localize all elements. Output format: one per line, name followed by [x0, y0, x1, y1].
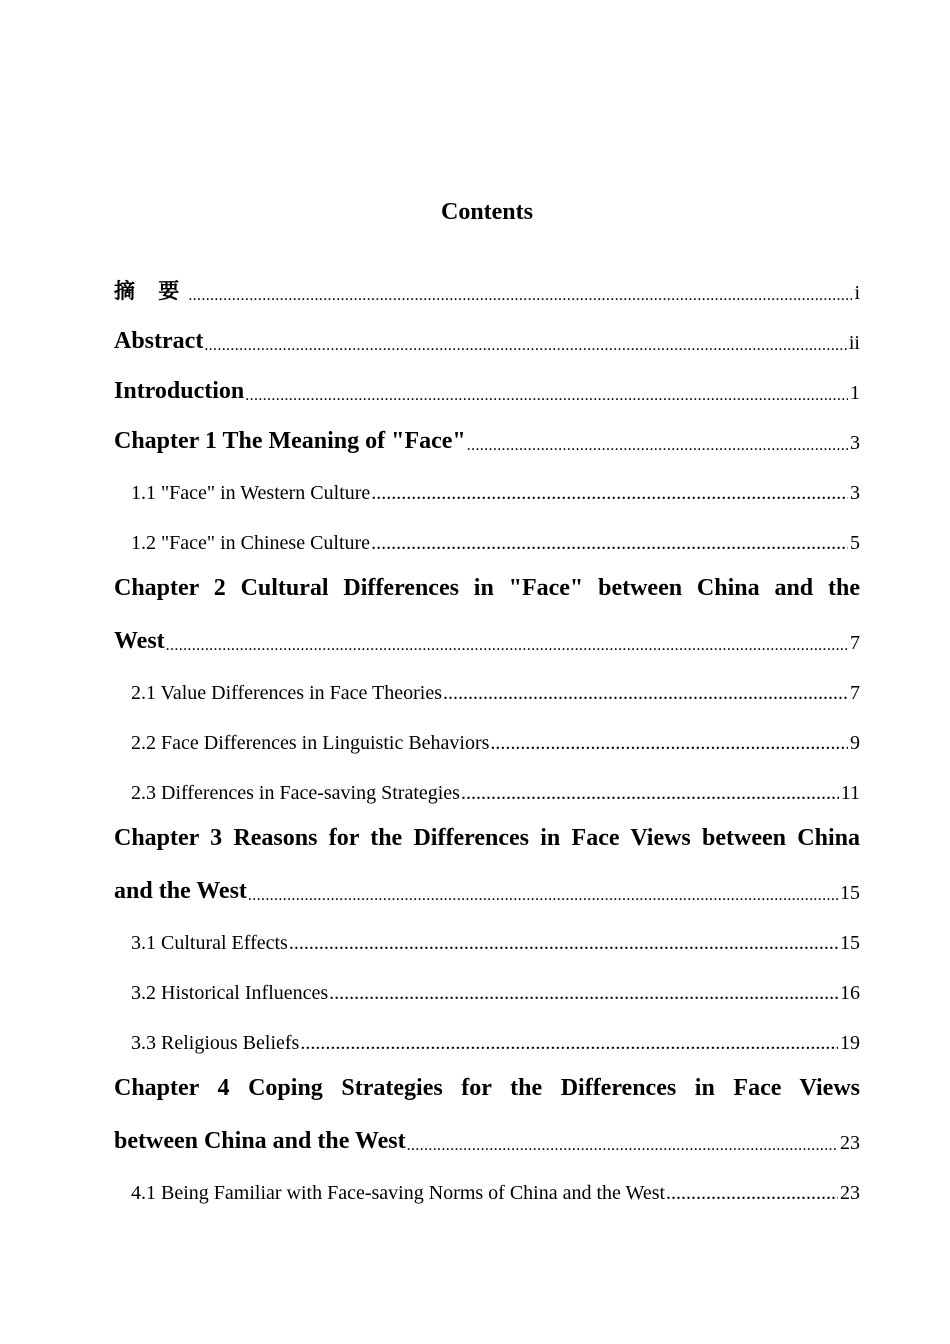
toc-entry-title: 3.3 Religious Beliefs [131, 1032, 300, 1054]
toc-entry-title: and the West [114, 878, 247, 904]
page-title: Contents [440, 199, 533, 225]
toc-leader-dots [407, 1137, 838, 1155]
toc-entry-title: 1.1 "Face" in Western Culture [131, 482, 371, 504]
toc-entry-chapter-2-line1[interactable] [114, 562, 860, 612]
toc-entry-chapter-3-line2[interactable] [114, 862, 860, 912]
toc-entry-chapter-1[interactable] [114, 412, 860, 462]
toc-entry-section-2-2[interactable] [114, 712, 860, 762]
toc-entry-title: Chapter 3 Reasons for the Differences in Face Views between China [114, 825, 860, 851]
toc-leader-dots [467, 437, 848, 455]
toc-entry-title: Chapter 1 The Meaning of "Face" [114, 428, 466, 454]
table-of-contents [114, 262, 860, 1212]
toc-leader-dots [371, 482, 848, 505]
toc-entry-section-3-3[interactable] [114, 1012, 860, 1062]
toc-entry-abstract-chinese[interactable] [114, 262, 860, 312]
toc-entry-title: West [114, 628, 165, 654]
toc-entry-title: 3.1 Cultural Effects [131, 932, 288, 954]
toc-leader-dots [245, 387, 848, 405]
toc-entry-section-1-2[interactable] [114, 512, 860, 562]
toc-leader-dots [204, 337, 847, 355]
toc-entry-title: 2.3 Differences in Face-saving Strategies [131, 782, 460, 804]
toc-page-number: 5 [850, 532, 860, 554]
toc-page-number: ii [848, 332, 860, 354]
toc-entry-chapter-3-line1[interactable] [114, 812, 860, 862]
toc-page-number: 7 [850, 682, 860, 704]
toc-entry-section-1-1[interactable] [114, 462, 860, 512]
toc-entry-section-3-2[interactable] [114, 962, 860, 1012]
toc-page-number: 7 [850, 632, 860, 654]
toc-page-number: 1 [850, 382, 860, 404]
toc-page-number: 15 [840, 932, 860, 954]
toc-entry-title: 摘 要 [114, 279, 188, 303]
toc-entry-section-4-1[interactable] [114, 1162, 860, 1212]
toc-entry-title: Chapter 4 Coping Strategies for the Differences in Face Views [114, 1075, 860, 1101]
toc-entry-introduction[interactable] [114, 362, 860, 412]
toc-entry-chapter-4-line2[interactable] [114, 1112, 860, 1162]
toc-leader-dots [666, 1182, 838, 1205]
toc-entry-title: Abstract [114, 328, 204, 354]
toc-leader-dots [248, 887, 838, 905]
toc-entry-title: 1.2 "Face" in Chinese Culture [131, 532, 371, 554]
toc-leader-dots [490, 732, 848, 755]
toc-leader-dots [289, 932, 838, 955]
toc-leader-dots [166, 637, 848, 655]
toc-page-number: 3 [850, 432, 860, 454]
toc-entry-chapter-2-line2[interactable] [114, 612, 860, 662]
toc-entry-section-2-1[interactable] [114, 662, 860, 712]
toc-entry-section-3-1[interactable] [114, 912, 860, 962]
toc-leader-dots [461, 782, 839, 805]
toc-page-number: 19 [840, 1032, 860, 1054]
toc-page-number: 11 [840, 782, 860, 804]
toc-page-number: 3 [850, 482, 860, 504]
toc-leader-dots [329, 982, 838, 1005]
toc-page-number: 15 [840, 882, 860, 904]
toc-entry-abstract[interactable] [114, 312, 860, 362]
toc-entry-title: 2.2 Face Differences in Linguistic Behaviors [131, 732, 490, 754]
toc-entry-title: Chapter 2 Cultural Differences in "Face" between China and the [114, 575, 860, 601]
toc-entry-title: 4.1 Being Familiar with Face-saving Norms of China and the West [131, 1182, 666, 1204]
toc-entry-title: between China and the West [114, 1128, 406, 1154]
toc-page-number: i [854, 282, 860, 304]
toc-leader-dots [371, 532, 848, 555]
toc-page-number: 16 [840, 982, 860, 1004]
toc-entry-section-2-3[interactable] [114, 762, 860, 812]
toc-leader-dots [443, 682, 848, 705]
toc-entry-title: 2.1 Value Differences in Face Theories [131, 682, 443, 704]
toc-page-number: 23 [840, 1182, 860, 1204]
toc-entry-title: 3.2 Historical Influences [131, 982, 329, 1004]
toc-leader-dots [188, 287, 852, 305]
toc-page-number: 9 [850, 732, 860, 754]
toc-leader-dots [300, 1032, 838, 1055]
toc-entry-chapter-4-line1[interactable] [114, 1062, 860, 1112]
toc-entry-title: Introduction [114, 378, 245, 404]
toc-page-number: 23 [840, 1132, 860, 1154]
